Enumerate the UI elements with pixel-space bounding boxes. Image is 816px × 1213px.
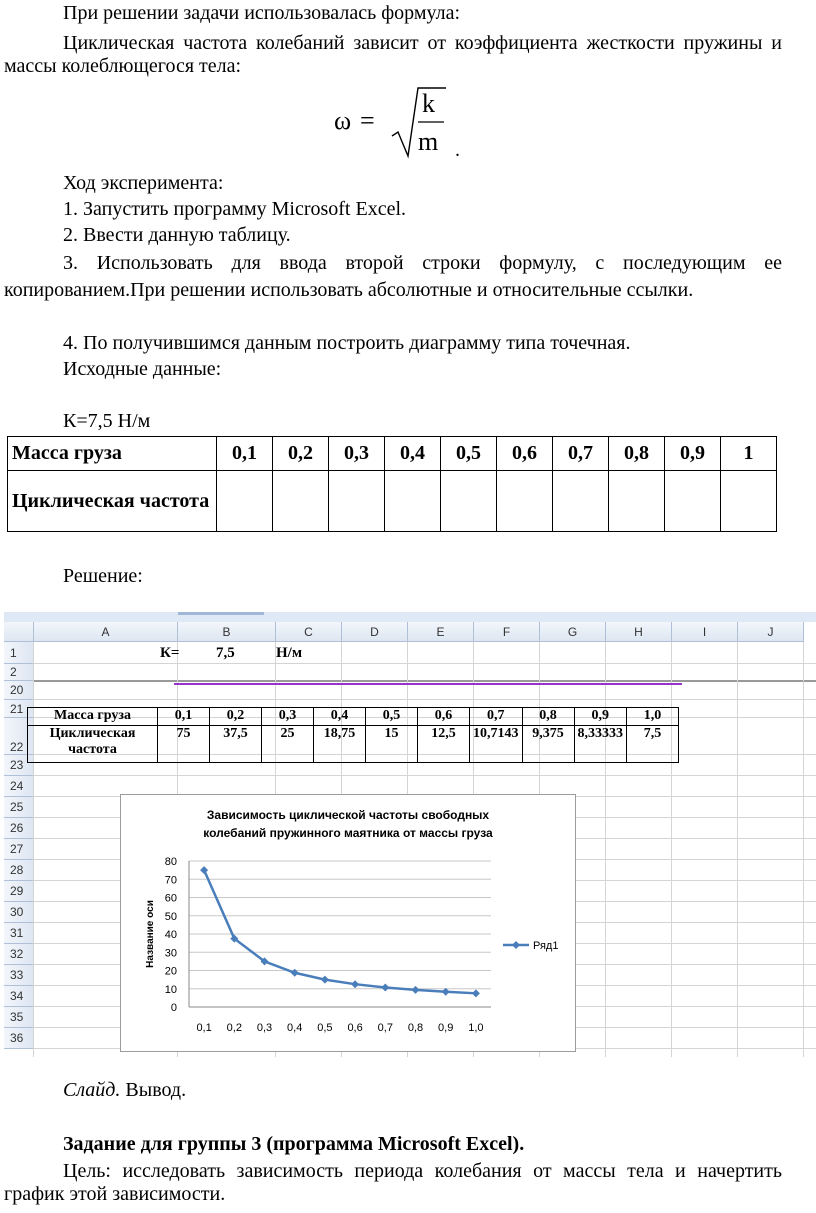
y-tick-label: 60: [164, 892, 177, 905]
formula: [334, 84, 484, 164]
empty-cell: [329, 471, 385, 532]
column-header-a[interactable]: A: [34, 622, 178, 642]
column-header-h[interactable]: H: [606, 622, 672, 642]
cell-freq[interactable]: 12,5: [418, 726, 470, 763]
y-tick-label: 70: [164, 874, 177, 887]
row-gridline: [34, 775, 816, 776]
paragraph: Ход эксперимента:: [63, 172, 224, 194]
data-point: [381, 983, 389, 991]
column-header-g[interactable]: G: [540, 622, 606, 642]
mass-cell: 0,3: [329, 437, 385, 471]
x-tick-label: 0,6: [347, 1022, 363, 1034]
chart[interactable]: [120, 794, 576, 1052]
formula-dot: .: [455, 139, 460, 161]
paragraph: [4, 1079, 782, 1102]
row-gridline: [34, 680, 816, 682]
chart-title-line2: колебаний пружинного маятника от массы груза: [203, 826, 493, 840]
paragraph: 3. Использовать для ввода второй строки формулу, с последующим ее копированием.При решении использовать абсолютные и относительные ссылки.: [4, 252, 782, 301]
data-point: [200, 866, 208, 874]
data-point: [351, 980, 359, 988]
paragraph: 4. По получившимся данным построить диаграмму типа точечная.: [63, 332, 631, 354]
row-header-21[interactable]: 21: [4, 700, 34, 718]
select-all-corner[interactable]: [4, 622, 34, 642]
cell-mass[interactable]: 0,8: [522, 708, 574, 726]
row-header-29[interactable]: 29: [4, 881, 34, 902]
cell-mass[interactable]: 0,4: [314, 708, 366, 726]
cell-freq[interactable]: 37,5: [210, 726, 262, 763]
paragraph: Задание для группы 3 (программа Microsoft Excel).: [63, 1133, 525, 1155]
x-tick-label: 0,8: [407, 1022, 424, 1034]
x-tick-label: 1,0: [468, 1022, 484, 1034]
cell-freq[interactable]: 10,7143: [470, 726, 523, 763]
cell-mass[interactable]: 0,9: [574, 708, 627, 726]
row-header-27[interactable]: 27: [4, 839, 34, 860]
formula-svg: [334, 84, 484, 164]
excel-data-table: [27, 707, 679, 763]
data-point: [291, 969, 299, 977]
cell-freq[interactable]: 18,75: [314, 726, 366, 763]
cell-mass[interactable]: 0,3: [262, 708, 314, 726]
paragraph: Исходные данные:: [63, 358, 222, 380]
row-header-25[interactable]: 25: [4, 797, 34, 818]
mass-cell: 0,9: [665, 437, 721, 471]
paragraph: Цель: исследовать зависимость периода колебания от массы тела и начертить график этой зависимости.: [4, 1160, 782, 1205]
cell-mass[interactable]: 0,1: [158, 708, 210, 726]
mass-cell: 0,6: [497, 437, 553, 471]
cell-k-label[interactable]: К=: [160, 645, 180, 661]
paragraph: 1. Запустить программу Microsoft Excel.: [63, 198, 407, 220]
column-header-e[interactable]: E: [408, 622, 474, 642]
cell-freq[interactable]: 7,5: [627, 726, 679, 763]
cell-mass[interactable]: 0,6: [418, 708, 470, 726]
mass-cell: 0,1: [217, 437, 273, 471]
mass-cell: 0,2: [273, 437, 329, 471]
empty-cell: [441, 471, 497, 532]
mass-cell: 0,8: [609, 437, 665, 471]
row-header-23[interactable]: 23: [4, 755, 34, 776]
slide-rest: Вывод.: [120, 1079, 187, 1101]
task-row1-label: Масса груза: [8, 437, 217, 471]
y-tick-label: 0: [170, 1002, 177, 1014]
x-tick-label: 0,5: [317, 1022, 333, 1034]
slide-label: Слайд.: [63, 1079, 121, 1101]
row-header-31[interactable]: 31: [4, 923, 34, 944]
row-header-20[interactable]: 20: [4, 681, 34, 700]
row-header-28[interactable]: 28: [4, 860, 34, 881]
ribbon-strip: [4, 612, 816, 622]
row-header-1[interactable]: 1: [4, 642, 34, 664]
data-point: [321, 976, 329, 984]
column-header-d[interactable]: D: [342, 622, 408, 642]
x-tick-label: 0,7: [377, 1022, 393, 1034]
col-gridline: [33, 642, 34, 1057]
cell-mass[interactable]: 0,5: [366, 708, 418, 726]
x-tick-label: 0,9: [438, 1022, 454, 1034]
x-tick-label: 0,3: [256, 1022, 273, 1034]
legend-label: Ряд1: [533, 940, 559, 952]
row-header-34[interactable]: 34: [4, 986, 34, 1007]
col-gridline: [803, 642, 804, 1057]
row-header-36[interactable]: 36: [4, 1028, 34, 1049]
empty-cell: [609, 471, 665, 532]
cell-k-unit[interactable]: Н/м: [276, 645, 303, 661]
x-tick-label: 0,4: [287, 1022, 303, 1034]
legend-marker: [512, 941, 520, 949]
empty-cell: [665, 471, 721, 532]
col-gridline: [737, 642, 738, 1057]
y-tick-label: 30: [164, 947, 177, 960]
cell-mass[interactable]: 1,0: [627, 708, 679, 726]
column-header-b[interactable]: B: [178, 622, 276, 642]
selection-line: [174, 683, 682, 685]
row-header-30[interactable]: 30: [4, 902, 34, 923]
y-tick-label: 40: [164, 929, 177, 941]
paragraph: При решении задачи использовалась формула:: [63, 2, 461, 24]
series-line: [204, 870, 476, 993]
excel-screenshot: [4, 612, 816, 1057]
data-point: [472, 989, 480, 997]
col-gridline: [671, 642, 672, 1057]
cell-row21-label[interactable]: Масса груза: [28, 708, 158, 726]
paragraph: Циклическая частота колебаний зависит от коэффициента жесткости пружины и массы колеблющегося тела:: [4, 32, 782, 77]
cell-mass[interactable]: 0,7: [470, 708, 523, 726]
empty-cell: [385, 471, 441, 532]
cell-freq[interactable]: 25: [262, 726, 314, 763]
formula-omega: ω: [334, 106, 352, 135]
row-header-35[interactable]: 35: [4, 1007, 34, 1028]
mass-cell: 0,7: [553, 437, 609, 471]
paragraph: Решение:: [63, 565, 143, 587]
row-gridline: [34, 663, 816, 664]
column-header-f[interactable]: F: [474, 622, 540, 642]
formula-numerator: k: [422, 89, 435, 118]
row-header-33[interactable]: 33: [4, 965, 34, 986]
cell-freq[interactable]: 8,33333: [574, 726, 627, 763]
row-header-32[interactable]: 32: [4, 944, 34, 965]
row-header-22[interactable]: 22: [4, 718, 34, 755]
mass-cell: 1: [721, 437, 777, 471]
formula-equals: =: [360, 106, 375, 135]
data-point: [412, 986, 420, 994]
column-header-c[interactable]: C: [276, 622, 342, 642]
chart-svg: [121, 795, 575, 1051]
mass-cell: 0,5: [441, 437, 497, 471]
x-tick-label: 0,1: [196, 1022, 212, 1034]
cell-freq[interactable]: 15: [366, 726, 418, 763]
cell-freq[interactable]: 9,375: [522, 726, 574, 763]
cell-row22-label[interactable]: Циклическая частота: [28, 726, 158, 763]
col-gridline: [605, 642, 606, 1057]
row-gridline: [34, 699, 816, 700]
y-tick-label: 10: [164, 983, 177, 996]
row-header-26[interactable]: 26: [4, 818, 34, 839]
x-tick-label: 0,2: [226, 1022, 242, 1034]
paragraph: К=7,5 Н/м: [63, 410, 151, 432]
y-tick-label: 20: [164, 965, 177, 978]
empty-cell: [273, 471, 329, 532]
y-tick-label: 80: [164, 856, 177, 868]
y-tick-label: 50: [164, 910, 177, 923]
empty-cell: [217, 471, 273, 532]
cell-freq[interactable]: 75: [158, 726, 210, 763]
cell-mass[interactable]: 0,2: [210, 708, 262, 726]
column-header-i[interactable]: I: [672, 622, 738, 642]
formula-denominator: m: [418, 127, 439, 156]
row-header-24[interactable]: 24: [4, 776, 34, 797]
empty-cell: [497, 471, 553, 532]
column-header-j[interactable]: J: [738, 622, 804, 642]
y-axis-title: Название оси: [145, 900, 156, 968]
paragraph: 2. Ввести данную таблицу.: [63, 224, 291, 246]
mass-cell: 0,4: [385, 437, 441, 471]
task-table: [7, 436, 777, 532]
row-header-2[interactable]: 2: [4, 664, 34, 681]
cell-k-value[interactable]: 7,5: [216, 645, 235, 661]
empty-cell: [553, 471, 609, 532]
chart-title-line1: Зависимость циклической частоты свободных: [206, 808, 490, 822]
empty-cell: [721, 471, 777, 532]
task-row2-label: Циклическая частота: [8, 471, 217, 532]
